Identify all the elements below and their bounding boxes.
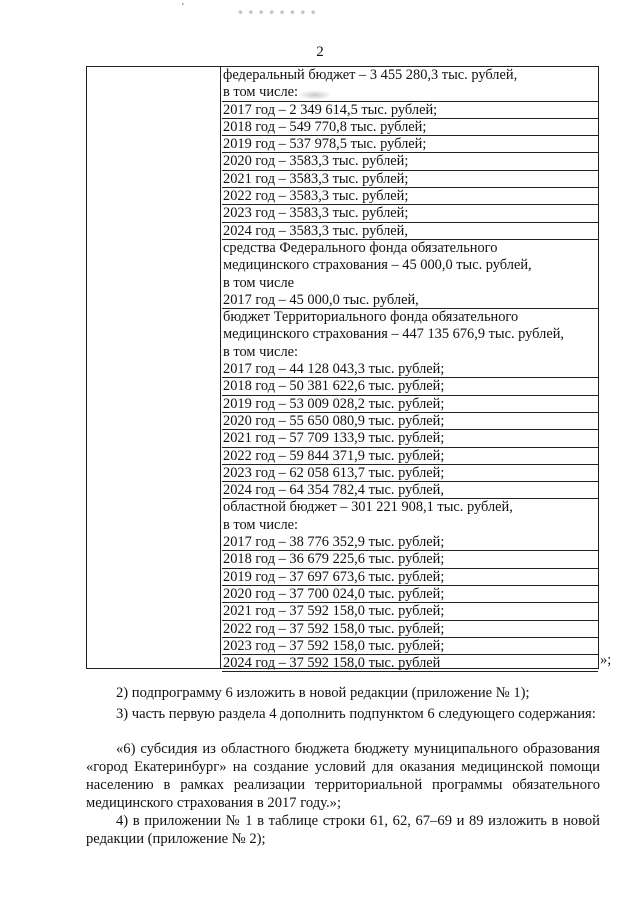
table-line: медицинского страхования – 447 135 676,9 тыс. рублей, xyxy=(223,326,565,343)
column-divider xyxy=(220,67,221,668)
faded-stamp: • • • • • • • • xyxy=(238,6,317,21)
table-line: федеральный бюджет – 3 455 280,3 тыс. рублей, xyxy=(223,67,518,83)
table-line: в том числе: xyxy=(223,343,299,360)
table-line: 2024 год – 37 592 158,0 тыс. рублей xyxy=(222,655,598,672)
table-line: 2021 год – 37 592 158,0 тыс. рублей; xyxy=(222,603,598,620)
table-line: 2017 год – 44 128 043,3 тыс. рублей; xyxy=(222,361,598,378)
table-line: в том числе xyxy=(223,274,295,291)
paragraph-quote: «6) субсидия из областного бюджета бюджету муниципального образования «город Екатеринбург» на создание условий для оказания медицинской помощи населению в рамках реализации территориальной программы обязательного медицинского страхования в 2017 году.»; xyxy=(86,741,600,811)
table-line: 2023 год – 3583,3 тыс. рублей; xyxy=(222,205,598,222)
table-line: средства Федерального фонда обязательного xyxy=(223,239,498,256)
financing-cell xyxy=(222,67,598,672)
table-line: в том числе: xyxy=(223,516,299,533)
table-line: 2017 год – 38 776 352,9 тыс. рублей; xyxy=(222,534,598,551)
table-line: 2022 год – 37 592 158,0 тыс. рублей; xyxy=(222,621,598,638)
table-line: 2024 год – 64 354 782,4 тыс. рублей, xyxy=(222,482,598,499)
table-line: областной бюджет – 301 221 908,1 тыс. рублей, xyxy=(223,499,513,516)
closing-quote: »; xyxy=(600,652,612,668)
table-line: бюджет Территориального фонда обязательного xyxy=(223,309,519,326)
table-line: 2022 год – 59 844 371,9 тыс. рублей; xyxy=(222,448,598,465)
financing-table xyxy=(86,66,599,672)
table-line: 2021 год – 57 709 133,9 тыс. рублей; xyxy=(222,430,598,447)
margin-mark: ' xyxy=(182,2,184,13)
paragraph-3: 3) часть первую раздела 4 дополнить подпунктом 6 следующего содержания: xyxy=(116,706,596,722)
ink-smudge xyxy=(298,90,332,100)
table-line: 2019 год – 53 009 028,2 тыс. рублей; xyxy=(222,396,598,413)
table-line: медицинского страхования – 45 000,0 тыс. рублей, xyxy=(223,257,532,274)
page-number: 2 xyxy=(316,44,324,60)
paragraph-2: 2) подпрограмму 6 изложить в новой редакции (приложение № 1); xyxy=(116,685,530,701)
table-line: 2019 год – 37 697 673,6 тыс. рублей; xyxy=(222,569,598,586)
table-line: 2020 год – 3583,3 тыс. рублей; xyxy=(222,153,598,170)
table-line: 2019 год – 537 978,5 тыс. рублей; xyxy=(222,136,598,153)
table-line: 2018 год – 549 770,8 тыс. рублей; xyxy=(222,119,598,136)
table-line: 2023 год – 37 592 158,0 тыс. рублей; xyxy=(222,638,598,655)
paragraph-4: 4) в приложении № 1 в таблице строки 61, 62, 67–69 и 89 изложить в новой редакции (приложение № 2); xyxy=(86,813,600,847)
table-line: 2024 год – 3583,3 тыс. рублей, xyxy=(222,223,598,240)
table-line: 2022 год – 3583,3 тыс. рублей; xyxy=(222,188,598,205)
table-line: 2020 год – 55 650 080,9 тыс. рублей; xyxy=(222,413,598,430)
table-line: 2020 год – 37 700 024,0 тыс. рублей; xyxy=(222,586,598,603)
table-line: 2017 год – 45 000,0 тыс. рублей, xyxy=(222,292,598,309)
table-line: 2018 год – 36 679 225,6 тыс. рублей; xyxy=(222,551,598,568)
table-line: 2018 год – 50 381 622,6 тыс. рублей; xyxy=(222,378,598,395)
table-line: 2023 год – 62 058 613,7 тыс. рублей; xyxy=(222,465,598,482)
table-line: 2021 год – 3583,3 тыс. рублей; xyxy=(222,171,598,188)
table-line: в том числе: xyxy=(222,84,598,101)
table-line: 2017 год – 2 349 614,5 тыс. рублей; xyxy=(222,102,598,119)
